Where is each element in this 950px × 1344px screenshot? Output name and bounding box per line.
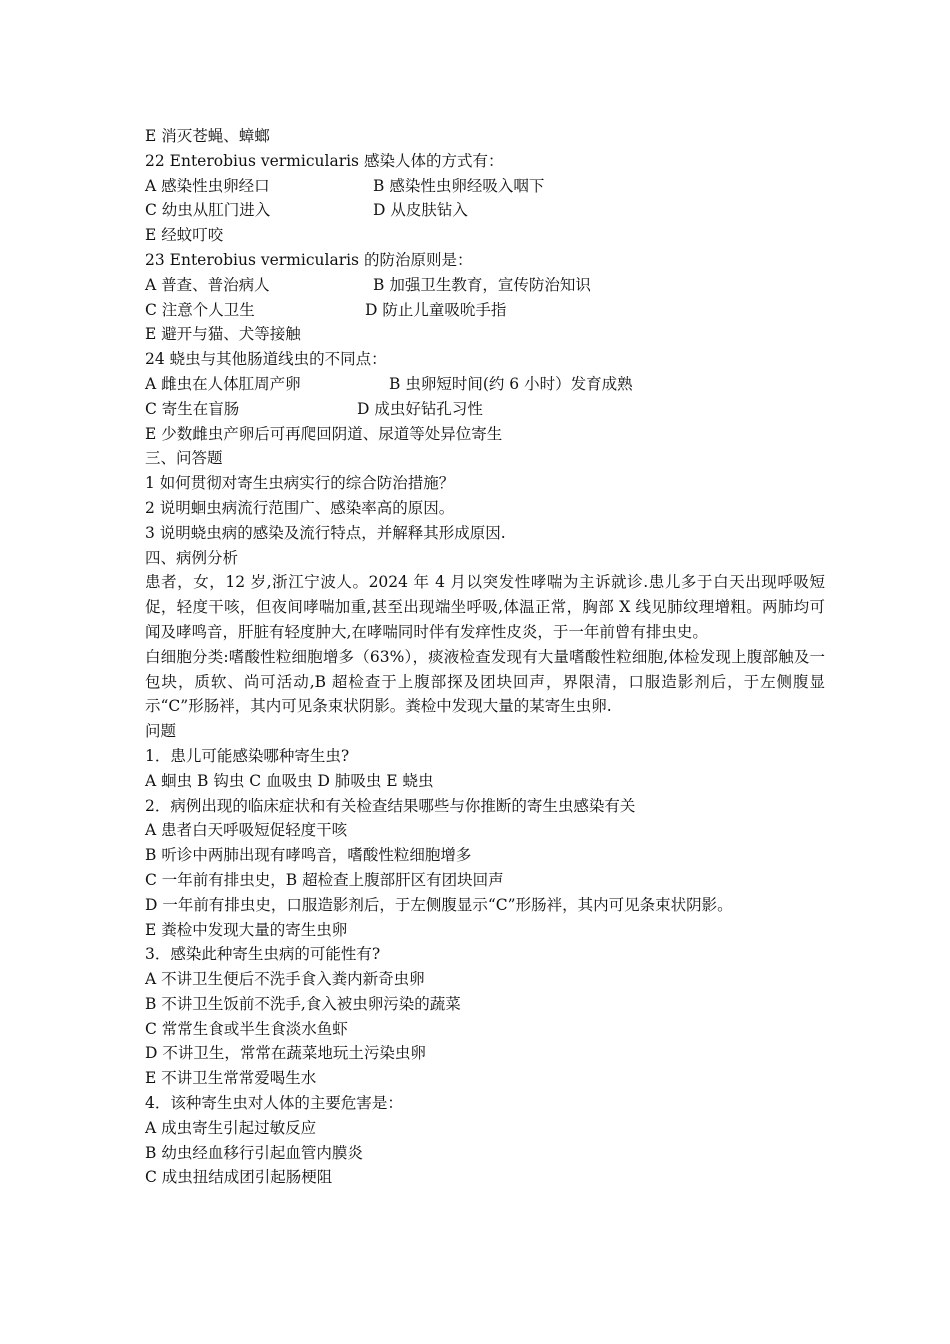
question-title: 3．感染此种寄生虫病的可能性有? — [145, 945, 381, 964]
option-text: B 加强卫生教育，宣传防治知识 — [373, 275, 591, 294]
case-paragraph: 患者，女，12 岁,浙江宁波人。2024 年 4 月以突发性哮喘为主诉就诊.患儿多于白天出现呼吸短促，轻度干咳，但夜间哮喘加重,甚至出现端坐呼吸,体温正常，胸部 X 线见肺纹理增粗。两肺均可闻及哮鸣音，肝脏有轻度肿大,在哮喘同时伴有发痒性皮炎，于一年前曾有排虫史。 — [145, 573, 825, 641]
option-row — [145, 298, 825, 323]
option-text: C 常常生食或半生食淡水鱼虾 — [145, 1019, 348, 1038]
option-row — [145, 174, 825, 199]
option-text: E 粪检中发现大量的寄生虫卵 — [145, 920, 348, 939]
question-title: 22 Enterobius vermicularis 感染人体的方式有： — [145, 151, 504, 170]
question-title: 24 蛲虫与其他肠道线虫的不同点： — [145, 350, 387, 369]
option-text: A 成虫寄生引起过敏反应 — [145, 1118, 317, 1137]
option-text: D 不讲卫生，常常在蔬菜地玩土污染虫卵 — [145, 1044, 426, 1063]
questions-label: 问题 — [145, 722, 177, 741]
option-text: A 感染性虫卵经口 — [145, 176, 270, 195]
option-text: D 防止儿童吸吮手指 — [365, 300, 507, 319]
question-item: 3 说明蛲虫病的感染及流行特点，并解释其形成原因. — [145, 523, 506, 542]
option-row — [145, 273, 825, 298]
case-paragraph: 白细胞分类:嗜酸性粒细胞增多（63%），痰液检查发现有大量嗜酸性粒细胞,体检发现上腹部触及一包块，质软、尚可活动,B 超检查于上腹部探及团块回声，界限清，口服造影剂后，于左侧腹显示“C”形肠袢，其内可见条束状阴影。粪检中发现大量的某寄生虫卵. — [145, 647, 825, 716]
question-item: 1 如何贯彻对寄生虫病实行的综合防治措施？ — [145, 474, 455, 493]
question-title: 2．病例出现的临床症状和有关检查结果哪些与你推断的寄生虫感染有关 — [145, 796, 636, 815]
option-text: E 不讲卫生常常爱喝生水 — [145, 1069, 317, 1088]
option-text: C 幼虫从肛门进入 — [145, 201, 271, 220]
option-text: B 不讲卫生饭前不洗手,食入被虫卵污染的蔬菜 — [145, 994, 461, 1013]
option-text: B 感染性虫卵经吸入咽下 — [373, 176, 545, 195]
option-text: B 虫卵短时间(约 6 小时）发育成熟 — [389, 374, 633, 393]
document-page — [145, 124, 825, 1190]
option-row — [145, 198, 825, 223]
option-text: A 普查、普治病人 — [145, 275, 270, 294]
option-text: A 雌虫在人体肛周产卵 — [145, 374, 301, 393]
option-text: C 一年前有排虫史，B 超检查上腹部肝区有团块回声 — [145, 870, 504, 889]
section-heading: 三、问答题 — [145, 449, 223, 468]
section-heading: 四、病例分析 — [145, 548, 239, 567]
option-text: C 成虫扭结成团引起肠梗阻 — [145, 1168, 333, 1187]
option-text: B 幼虫经血移行引起血管内膜炎 — [145, 1143, 363, 1162]
question-item: 2 说明蛔虫病流行范围广、感染率高的原因。 — [145, 498, 455, 517]
option-row — [145, 372, 825, 397]
option-text: E 消灭苍蝇、蟑螂 — [145, 127, 270, 145]
question-title: 4．该种寄生虫对人体的主要危害是： — [145, 1094, 403, 1113]
option-text: C 寄生在盲肠 — [145, 399, 240, 418]
option-text: E 避开与猫、犬等接触 — [145, 325, 301, 344]
question-title: 23 Enterobius vermicularis 的防治原则是： — [145, 250, 473, 269]
option-text: E 少数雌虫产卵后可再爬回阴道、尿道等处异位寄生 — [145, 424, 503, 443]
option-text: E 经蚊叮咬 — [145, 226, 224, 245]
option-text: A 不讲卫生便后不洗手食入粪内新奇虫卵 — [145, 970, 425, 989]
option-text: D 一年前有排虫史，口服造影剂后，于左侧腹显示“C”形肠袢，其内可见条束状阴影。 — [145, 895, 733, 914]
option-text: A 蛔虫 B 钩虫 C 血吸虫 D 肺吸虫 E 蛲虫 — [145, 771, 434, 790]
option-row — [145, 397, 825, 422]
option-text: D 从皮肤钻入 — [373, 201, 468, 220]
option-text: C 注意个人卫生 — [145, 300, 255, 319]
question-title: 1．患儿可能感染哪种寄生虫? — [145, 746, 350, 765]
option-text: A 患者白天呼吸短促轻度干咳 — [145, 821, 348, 840]
option-text: B 听诊中两肺出现有哮鸣音，嗜酸性粒细胞增多 — [145, 846, 472, 865]
option-text: D 成虫好钻孔习性 — [357, 399, 483, 418]
